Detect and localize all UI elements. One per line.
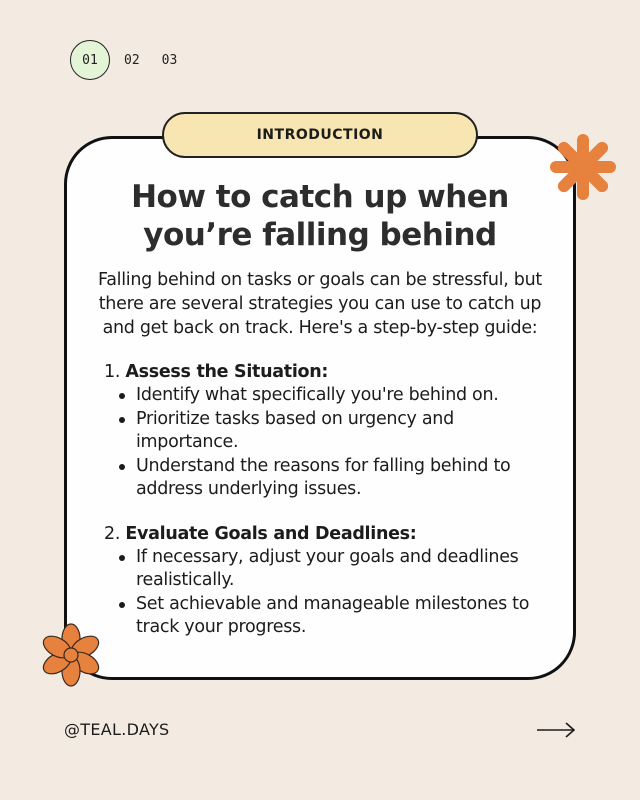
title-line-1: How to catch up when — [131, 179, 509, 215]
list-item: Prioritize tasks based on urgency and importance. — [118, 408, 544, 455]
bullet-list — [118, 546, 544, 640]
step-heading — [104, 522, 544, 546]
step-title: Assess the Situation: — [125, 362, 329, 382]
steps-list — [104, 360, 544, 660]
step-1 — [104, 360, 544, 502]
page-indicator-03[interactable]: 03 — [161, 52, 178, 68]
pager — [70, 40, 191, 80]
bullet-list — [118, 384, 544, 502]
page-title — [64, 178, 576, 254]
list-item: Understand the reasons for falling behind to address underlying issues. — [118, 455, 544, 502]
step-title: Evaluate Goals and Deadlines: — [125, 523, 417, 544]
page-indicator-01[interactable]: 01 — [70, 40, 110, 80]
step-number: 1. — [104, 362, 121, 382]
list-item: Set achievable and manageable milestones to track your progress. — [118, 593, 544, 640]
list-item: Identify what specifically you're behind on. — [118, 384, 544, 408]
title-line-2: you’re falling behind — [143, 217, 497, 253]
intro-paragraph: Falling behind on tasks or goals can be stressful, but there are several strategies you can use to catch up and get back on track. Here's a step-by-step guide: — [98, 270, 542, 338]
arrow-right-icon[interactable] — [536, 720, 576, 740]
account-handle[interactable]: @TEAL.DAYS — [64, 720, 170, 739]
step-number: 2. — [104, 523, 121, 544]
flower-icon — [38, 622, 104, 688]
step-2 — [104, 522, 544, 640]
list-item: If necessary, adjust your goals and deadlines realistically. — [118, 546, 544, 593]
asterisk-star-icon — [548, 132, 618, 202]
page-indicator-02[interactable]: 02 — [124, 52, 140, 68]
step-heading — [104, 360, 544, 384]
section-tag: INTRODUCTION — [162, 112, 478, 158]
